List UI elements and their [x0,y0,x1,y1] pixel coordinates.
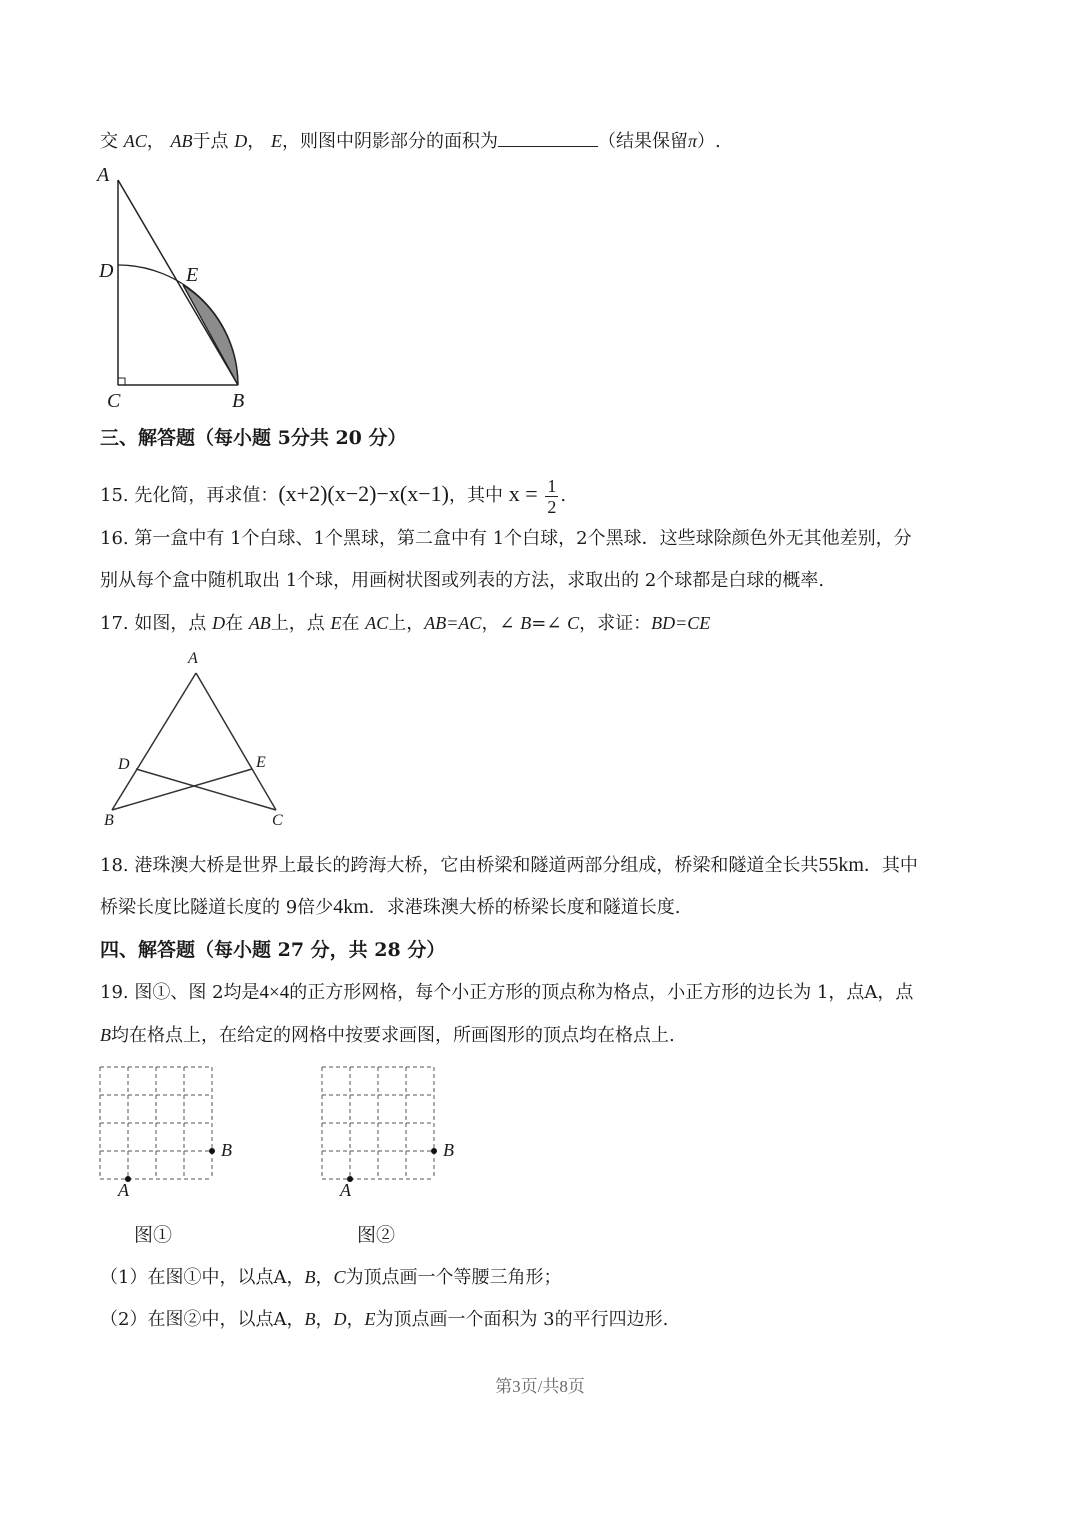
grid1-label-b: B [221,1140,232,1160]
q17-p5: 上， [388,613,425,634]
q14-end: ）. [696,131,721,152]
q18-diff: 4km [333,896,369,918]
question-18-line-1 [100,852,918,879]
grid1-caption: 图① [134,1224,173,1246]
question-19-line-1 [100,980,913,1006]
q19-text-2: 均在格点上，在给定的网格中按要求画图，所画图形的顶点均在格点上. [111,1025,675,1046]
q17-p6: ，∠ [481,613,521,634]
figure-isosceles-triangle [100,665,300,825]
q18-text-end: ．其中 [863,855,918,876]
label-a: A [97,164,110,186]
q17-eq2: BD=CE [651,613,711,633]
q18-text-2: 桥梁长度比隧道长度的 9倍少 [100,897,334,918]
q14-line [100,128,721,155]
q14-ac: AC [123,131,147,151]
q19-p2g: 为顶点画一个面积为 3的平行四边形. [375,1309,669,1330]
q19-p1e: 为顶点画一个等腰三角形； [345,1267,562,1288]
q15-end: . [560,485,567,506]
q19-p1d: C [333,1267,346,1287]
q19-p2a: （2）在图②中，以点A， [100,1309,305,1330]
question-15 [100,474,566,517]
q17-c: C [567,613,580,633]
q17-ab: AB [248,613,271,633]
q14-mid: 于点 [192,131,229,152]
label-d: D [99,260,114,282]
answer-blank [498,128,598,147]
question-18-line-2 [100,894,680,921]
q19-b: B [100,1025,111,1045]
q15-expression: (x+2)(x−2)−x(x−1) [278,481,449,506]
q17-p1: 17. 如图，点 [100,613,213,634]
figure-right-triangle [90,165,260,415]
label-b: B [232,390,245,412]
q17-d: D [212,613,226,633]
q17-eq1: AB=AC [424,613,482,633]
q19-p1b: B [304,1267,316,1287]
question-19-part-1 [100,1264,561,1291]
grid2-caption: 图② [357,1224,396,1246]
q14-d: D [234,131,248,151]
q17-ac: AC [365,613,389,633]
right-angle-mark [118,378,125,385]
question-16-line-2: 别从每个盒中随机取出 1个球，用画树状图或列表的方法，求取出的 2个球都是白球的概率. [100,570,825,591]
q14-tail: （结果保留 [597,131,688,152]
q19-p1a: （1）在图①中，以点A， [100,1267,305,1288]
label-e: E [256,754,266,771]
q17-e: E [330,613,342,633]
label-e: E [186,264,199,286]
point-b [209,1148,215,1154]
grid1-label-a: A [118,1180,129,1200]
q17-p2: 在 [225,613,249,634]
q19-p1c: ， [315,1267,334,1288]
question-16-line-1: 16. 第一盒中有 1个白球、1个黑球，第二盒中有 1个白球，2个黑球．这些球除颜色外无其他差别，分 [100,528,912,549]
q14-e: E [270,131,282,151]
q17-p7: =∠ [531,613,568,634]
question-19-line-2 [100,1022,675,1049]
q19-p2d: D [333,1309,347,1329]
side-ab [118,180,238,385]
grid2-label-a: A [340,1180,351,1200]
q14-sep: ， [146,131,165,152]
fraction-denominator: 2 [547,496,557,517]
q17-b: B [520,613,532,633]
label-b: B [104,812,114,829]
q14-rest: ，则图中阴影部分的面积为 [281,131,498,152]
label-a: A [188,650,198,667]
q19-p2f: E [364,1309,376,1329]
page-footer: 第3页/共8页 [495,1377,585,1396]
q18-text-2-end: ．求港珠澳大桥的桥梁长度和隧道长度. [368,897,681,918]
q15-fraction [545,476,558,517]
question-17 [100,610,710,637]
q19-grid-size: 4×4 [259,982,290,1003]
label-c: C [107,390,121,412]
q19-p2c: ， [315,1309,334,1330]
q18-text: 18. 港珠澳大桥是世界上最长的跨海大桥，它由桥梁和隧道两部分组成，桥梁和隧道全长共 [100,855,819,876]
section-4-heading: 四、解答题（每小题 27 分，共 28 分） [100,939,446,961]
q15-var: x = [508,481,538,506]
q14-pi: π [687,131,697,151]
section-3-heading: 三、解答题（每小题 5分共 20 分） [100,427,407,449]
fraction-numerator: 1 [547,475,557,496]
q14-sep2: ， [247,131,266,152]
q17-p8: ，求证： [579,613,652,634]
q15-where: ，其中 [448,485,503,506]
q18-length: 55km [818,854,864,876]
q19-text-cont: 的正方形网格，每个小正方形的顶点称为格点，小正方形的边长为 1，点A，点 [289,982,914,1003]
q15-text: 15. 先化简，再求值： [100,485,279,506]
question-19-part-2 [100,1306,668,1333]
grid2-label-b: B [443,1140,454,1160]
q19-p2b: B [304,1309,316,1329]
q14-text: 交 [100,131,118,152]
label-c: C [272,812,283,829]
label-d: D [118,756,130,773]
q19-p2e: ， [346,1309,365,1330]
q17-p4: 在 [341,613,366,634]
q17-p3: 上，点 [270,613,331,634]
grid-figure-1 [98,1065,218,1185]
q19-text: 19. 图①、图 2均是 [100,982,260,1003]
point-b [431,1148,437,1154]
q14-ab: AB [170,131,193,151]
grid-figure-2 [320,1065,440,1185]
